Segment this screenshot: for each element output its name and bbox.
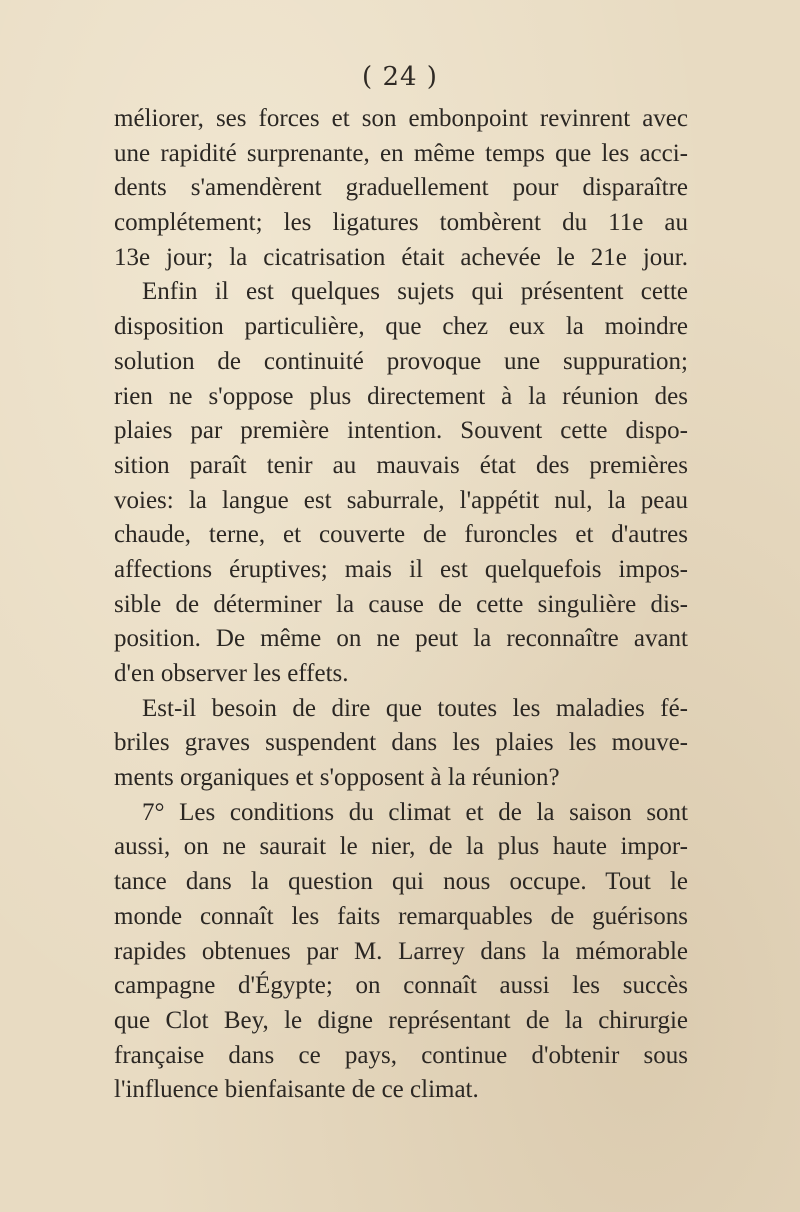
text-line: Est-il besoin de dire que toutes les maladies fé- xyxy=(142,694,688,722)
page-number: ( 24 ) xyxy=(362,62,438,92)
paragraph-3 xyxy=(114,692,688,796)
paragraph-1 xyxy=(114,102,688,275)
paragraph-4 xyxy=(114,796,688,1108)
text-line: rapides obtenues par M. Larrey dans la mémorable xyxy=(114,937,688,965)
text-line: tance dans la question qui nous occupe. Tout le xyxy=(114,868,688,896)
text-line: française dans ce pays, continue d'obtenir sous xyxy=(114,1041,688,1069)
text-line: campagne d'Égypte; on connaît aussi les succès xyxy=(114,972,688,1000)
text-line: plaies par première intention. Souvent cette dispo- xyxy=(114,417,688,445)
text-line: Enfin il est quelques sujets qui présentent cette xyxy=(142,278,688,306)
text-line: 13e jour; la cicatrisation était achevée le 21e jour. xyxy=(114,243,688,271)
text-line: ments organiques et s'opposent à la réunion? xyxy=(114,764,560,792)
text-line: aussi, on ne saurait le nier, de la plus haute impor- xyxy=(114,833,688,861)
text-line: voies: la langue est saburrale, l'appétit nul, la peau xyxy=(114,486,688,514)
text-line: méliorer, ses forces et son embonpoint revinrent avec xyxy=(114,105,688,132)
text-line: l'influence bienfaisante de ce climat. xyxy=(114,1076,479,1104)
text-line: dents s'amendèrent graduellement pour disparaître xyxy=(114,174,688,202)
text-line: position. De même on ne peut la reconnaître avant xyxy=(114,625,688,653)
text-line: chaude, terne, et couverte de furoncles et d'autres xyxy=(114,521,688,549)
text-line: rien ne s'oppose plus directement à la réunion des xyxy=(114,382,688,410)
text-line: sition paraît tenir au mauvais état des premières xyxy=(114,451,688,479)
text-line: solution de continuité provoque une suppuration; xyxy=(114,347,688,375)
text-line: que Clot Bey, le digne représentant de la chirurgie xyxy=(114,1006,688,1034)
text-line: complétement; les ligatures tombèrent du 11e au xyxy=(114,209,688,237)
text-line: sible de déterminer la cause de cette singulière dis- xyxy=(114,590,688,618)
text-line: 7° Les conditions du climat et de la saison sont xyxy=(142,798,688,826)
text-line: monde connaît les faits remarquables de guérisons xyxy=(114,902,688,930)
text-line: disposition particulière, que chez eux la moindre xyxy=(114,313,688,341)
text-line: d'en observer les effets. xyxy=(114,660,349,687)
paragraph-2 xyxy=(114,275,688,691)
body-text xyxy=(114,102,688,1108)
text-line: affections éruptives; mais il est quelquefois impos- xyxy=(114,555,688,583)
text-line: briles graves suspendent dans les plaies les mouve- xyxy=(114,729,688,757)
text-line: une rapidité surprenante, en même temps que les acci- xyxy=(114,139,688,167)
